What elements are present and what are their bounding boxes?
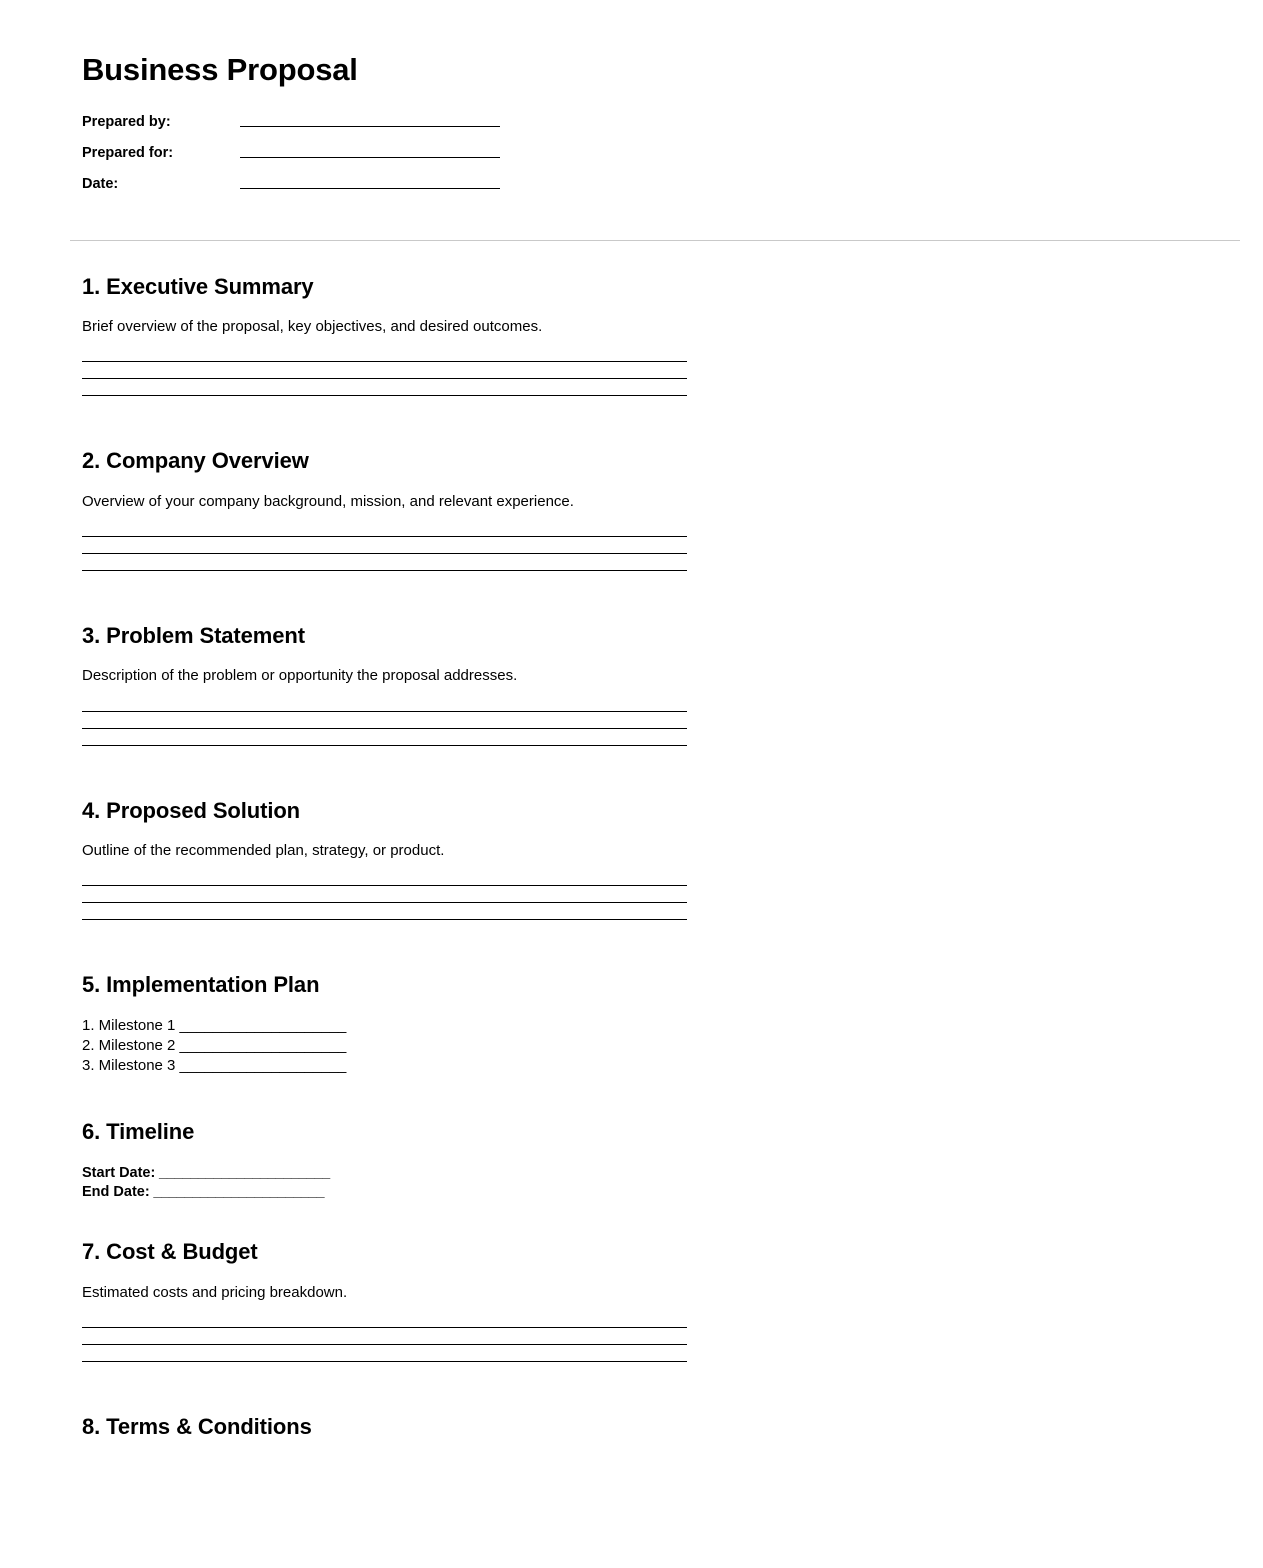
section-implementation-plan — [82, 972, 1240, 1075]
header-field-prepared-by — [82, 114, 500, 145]
header-field-prepared-for — [82, 145, 500, 176]
end-date-field[interactable] — [82, 1183, 1240, 1202]
section-heading: 1. Executive Summary — [82, 273, 314, 299]
section-terms-and-conditions — [82, 1414, 1240, 1440]
section-description: Overview of your company background, mission, and relevant experience. — [82, 492, 574, 510]
start-date-field[interactable] — [82, 1164, 1240, 1183]
blank-line[interactable] — [82, 537, 687, 554]
header-field-input-cell[interactable] — [240, 176, 500, 207]
blank-line[interactable] — [82, 345, 687, 362]
blank-line[interactable] — [82, 379, 687, 396]
blank-line[interactable] — [82, 903, 687, 920]
section-description: Estimated costs and pricing breakdown. — [82, 1283, 348, 1301]
writing-lines[interactable] — [82, 1311, 1240, 1362]
section-executive-summary — [82, 274, 1240, 397]
section-problem-statement — [82, 623, 1240, 746]
blank-line[interactable] — [82, 554, 687, 571]
blank-line[interactable] — [82, 362, 687, 379]
writing-lines[interactable] — [82, 695, 1240, 746]
end-date-input-rule[interactable]: ______________________ — [149, 1184, 325, 1201]
header-field-date — [82, 176, 500, 207]
section-company-overview — [82, 448, 1240, 571]
milestone-list — [82, 1016, 1240, 1076]
blank-line[interactable] — [82, 520, 687, 537]
section-description: Outline of the recommended plan, strategy, or product. — [82, 841, 445, 859]
prepared-for-input-rule[interactable] — [240, 156, 500, 158]
date-input-rule[interactable] — [240, 187, 500, 189]
list-item[interactable]: 1. Milestone 1 ____________________ — [82, 1016, 347, 1034]
section-proposed-solution — [82, 798, 1240, 921]
timeline-date-fields — [82, 1164, 1240, 1202]
header-field-label: Prepared for: — [82, 144, 174, 161]
start-date-input-rule[interactable]: ______________________ — [155, 1164, 330, 1181]
section-heading: 3. Problem Statement — [82, 622, 305, 648]
header-field-input-cell[interactable] — [240, 114, 500, 145]
writing-lines[interactable] — [82, 869, 1240, 920]
blank-line[interactable] — [82, 712, 687, 729]
header-fields — [82, 114, 500, 207]
writing-lines[interactable] — [82, 520, 1240, 571]
section-heading: 4. Proposed Solution — [82, 797, 301, 823]
section-heading: 6. Timeline — [82, 1118, 195, 1144]
section-description: Brief overview of the proposal, key objectives, and desired outcomes. — [82, 318, 543, 336]
blank-line[interactable] — [82, 1328, 687, 1345]
blank-line[interactable] — [82, 729, 687, 746]
header-field-label: Date: — [82, 175, 119, 192]
list-item[interactable]: 3. Milestone 3 ____________________ — [82, 1056, 347, 1074]
page-title: Business Proposal — [82, 52, 358, 87]
end-date-label: End Date: — [82, 1184, 150, 1201]
section-heading: 5. Implementation Plan — [82, 972, 320, 998]
section-description: Description of the problem or opportunity the proposal addresses. — [82, 667, 518, 685]
writing-lines[interactable] — [82, 345, 1240, 396]
start-date-label: Start Date: — [82, 1164, 156, 1181]
blank-line[interactable] — [82, 695, 687, 712]
blank-line[interactable] — [82, 869, 687, 886]
section-cost-and-budget — [82, 1239, 1240, 1362]
prepared-by-input-rule[interactable] — [240, 125, 500, 127]
section-timeline — [82, 1119, 1240, 1203]
blank-line[interactable] — [82, 886, 687, 903]
blank-line[interactable] — [82, 1345, 687, 1362]
section-heading: 7. Cost & Budget — [82, 1239, 258, 1265]
section-heading: 2. Company Overview — [82, 448, 309, 474]
list-item[interactable]: 2. Milestone 2 ____________________ — [82, 1036, 347, 1054]
blank-line[interactable] — [82, 1311, 687, 1328]
section-heading: 8. Terms & Conditions — [82, 1413, 312, 1439]
header-field-input-cell[interactable] — [240, 145, 500, 176]
header-field-label: Prepared by: — [82, 113, 171, 130]
